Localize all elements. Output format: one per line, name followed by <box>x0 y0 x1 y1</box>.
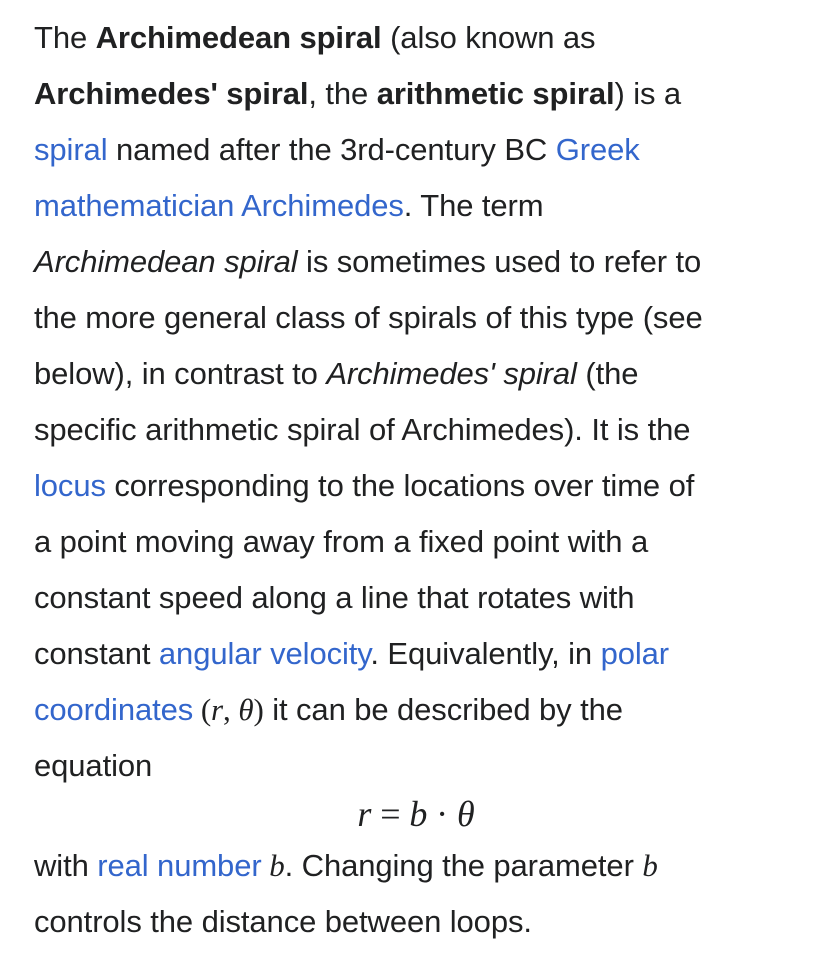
text: controls the distance between loops. <box>34 904 532 939</box>
line-14 <box>34 738 798 794</box>
equation-archimedean-spiral <box>34 794 798 834</box>
text: equation <box>34 748 153 783</box>
text: a point moving away from a fixed point with a <box>34 524 649 559</box>
line-10 <box>34 514 798 570</box>
link-polar-coordinates-part1[interactable]: polar <box>600 636 669 671</box>
math-var-r: r <box>211 692 224 727</box>
equation-var-theta: θ <box>456 794 475 834</box>
link-polar-coordinates-part2[interactable]: coordinates <box>34 692 194 727</box>
link-locus[interactable]: locus <box>34 468 106 503</box>
text: . Equivalently, in <box>370 636 601 671</box>
math-var-theta: θ <box>238 692 254 727</box>
math-var-b-param: b <box>642 848 658 883</box>
line-12 <box>34 626 798 682</box>
equation-var-r: r <box>357 794 372 834</box>
text: it can be described by the <box>263 692 623 727</box>
math-comma: , <box>223 692 239 727</box>
text: . Changing the parameter <box>284 848 643 883</box>
text: . The term <box>403 188 544 223</box>
line-16 <box>34 894 798 950</box>
text: the more general class of spirals of this type (see <box>34 300 703 335</box>
text: The <box>34 20 96 55</box>
line-8 <box>34 402 798 458</box>
math-paren-close: ) <box>253 692 264 727</box>
line-3 <box>34 122 798 178</box>
link-spiral[interactable]: spiral <box>34 132 108 167</box>
text: constant <box>34 636 159 671</box>
text: ) is a <box>614 76 682 111</box>
math-paren-open: ( <box>193 692 212 727</box>
line-1 <box>34 10 798 66</box>
text: named after the 3rd-century BC <box>107 132 556 167</box>
line-15 <box>34 838 798 894</box>
text: (also known as <box>381 20 596 55</box>
link-greek-mathematician-part1[interactable]: Greek <box>555 132 640 167</box>
text: below), in contrast to <box>34 356 327 391</box>
line-9 <box>34 458 798 514</box>
line-5 <box>34 234 798 290</box>
equation-dot: · <box>427 794 457 834</box>
math-polar-coords <box>193 692 264 727</box>
line-7 <box>34 346 798 402</box>
line-13 <box>34 682 798 738</box>
equation-var-b: b <box>409 794 428 834</box>
line-4 <box>34 178 798 234</box>
text: corresponding to the locations over time of <box>105 468 695 503</box>
equation-equals: = <box>371 794 410 834</box>
text: is sometimes used to refer to <box>297 244 702 279</box>
text: specific arithmetic spiral of Archimedes). It is the <box>34 412 691 447</box>
link-real-number[interactable]: real number <box>97 848 262 883</box>
text: constant speed along a line that rotates with <box>34 580 635 615</box>
text: with <box>34 848 98 883</box>
text: , the <box>308 76 377 111</box>
bold-term-archimedean-spiral: Archimedean spiral <box>95 20 382 55</box>
italic-archimedean-spiral: Archimedean spiral <box>34 244 298 279</box>
bold-term-archimedes-spiral: Archimedes' spiral <box>34 76 309 111</box>
italic-archimedes-spiral: Archimedes' spiral <box>326 356 577 391</box>
line-2 <box>34 66 798 122</box>
bold-term-arithmetic-spiral: arithmetic spiral <box>376 76 615 111</box>
text: (the <box>576 356 639 391</box>
line-6 <box>34 290 798 346</box>
link-angular-velocity[interactable]: angular velocity <box>158 636 371 671</box>
math-var-b: b <box>261 848 285 883</box>
link-greek-mathematician-part2[interactable]: mathematician Archimedes <box>34 188 404 223</box>
line-11 <box>34 570 798 626</box>
